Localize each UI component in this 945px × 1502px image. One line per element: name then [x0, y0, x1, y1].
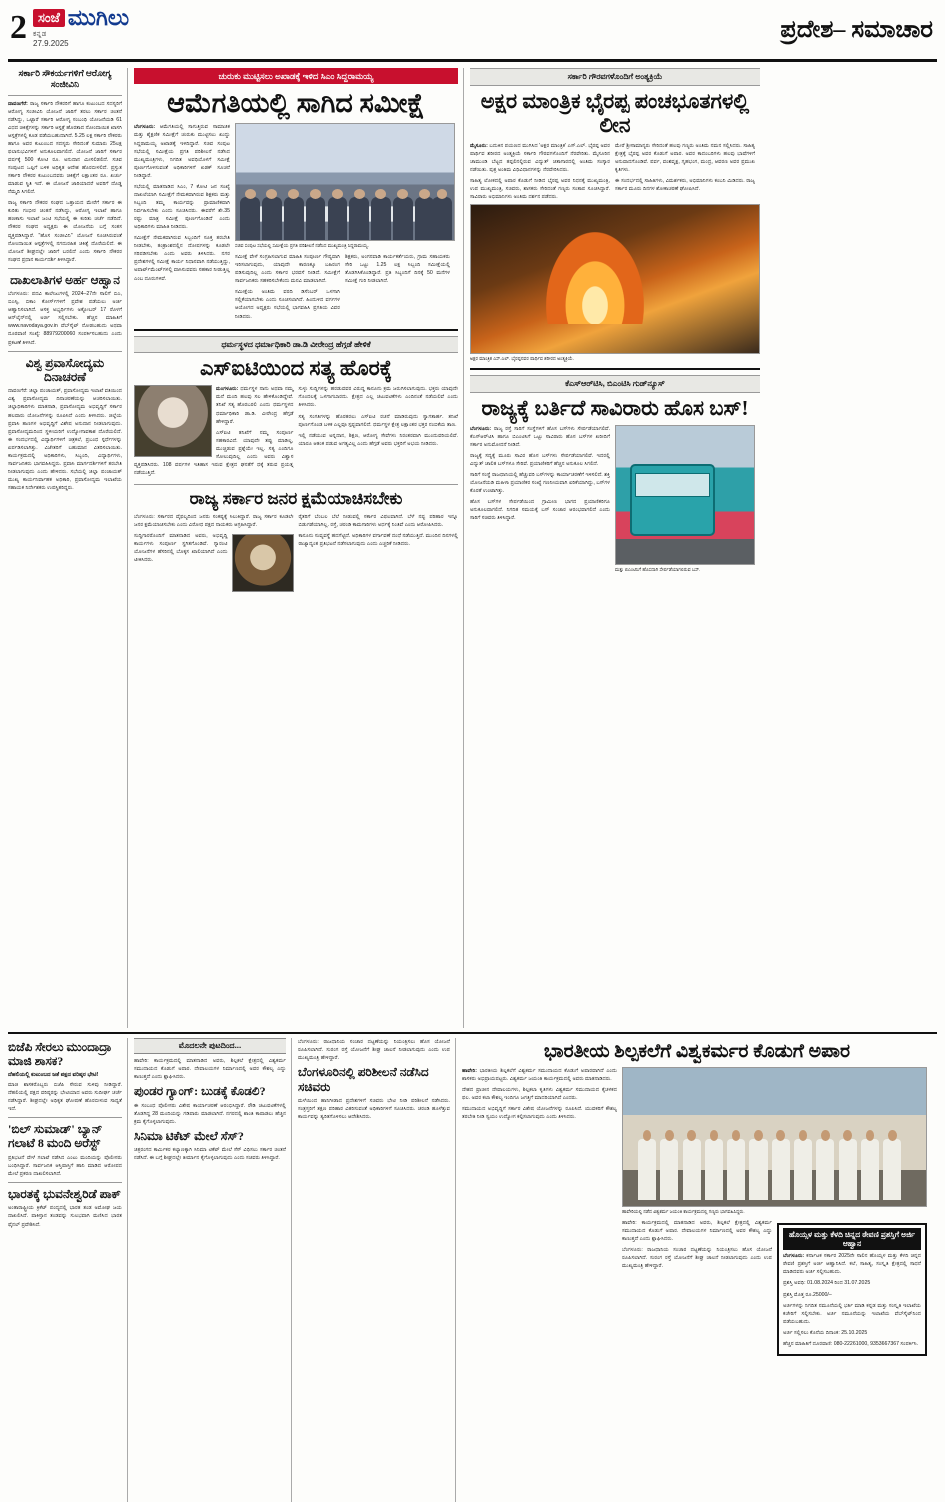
masthead [8, 6, 937, 62]
subhead-bjp-join: ದೆಹಲಿಯಲ್ಲಿ ಕುಟುಂಬದ ಜತೆ ಪಕ್ಷದ ವರಿಷ್ಠರ ಭೇಟಿ! [8, 1071, 99, 1078]
article-bjp-join: ಮಾಜಿ ಶಾಸಕರೊಬ್ಬರು ಬಿಜೆಪಿ ಸೇರುವ ಸುಳಿವು ನೀಡಿದ್ದಾರೆ. ದೆಹಲಿಯಲ್ಲಿ ಪಕ್ಷದ ವರಿಷ್ಠರನ್ನು ಭೇಟಿಯಾದ ಅವರು ಸುದೀರ್ಘ ಚರ್ಚೆ ನಡೆಸಿದ್ದಾರೆ. ಶೀಘ್ರದಲ್ಲೇ ಅಧಿಕೃತ ಘೋಷಣೆ ಹೊರಬೀಳುವ ಸಾಧ್ಯತೆ ಇದೆ. [8, 1081, 122, 1112]
main-columns [8, 68, 937, 1028]
bhyrappa-text-a: ಮೈಸೂರು: ಬದುಕಿನ ಪಯಣದ ಮುಗಿಸಿದ 'ಅಕ್ಷರ ಮಾಂತ್ರಿಕ' ಎಸ್.ಎಲ್. ಭೈರಪ್ಪ ಅವರ ಪಾರ್ಥಿವ ಶರೀರದ ಅಂತ್ಯಕ್ರಿಯೆ ಸರ್ಕಾರಿ ಗೌರವಗಳೊಂದಿಗೆ ನೆರವೇರಿತು. ಮೈಸೂರಿನ ಚಾಮುಂಡಿ ಬೆಟ್ಟದ ತಪ್ಪಲಿನಲ್ಲಿರುವ ವಿದ್ಯುತ್ ಚಿತಾಗಾರದಲ್ಲಿ ಅಂತಿಮ ಸಂಸ್ಕಾರ ನಡೆಯಿತು. ಪುತ್ರ ಅಂತಿಮ ವಿಧಿವಿಧಾನಗಳನ್ನು ನೆರವೇರಿಸಿದರು. ಸಾಹಿತ್ಯ ಲೋಕದಲ್ಲಿ ಅಪಾರ ಕೊಡುಗೆ ನೀಡಿದ ಭೈರಪ್ಪ ಅವರ ನಿಧನಕ್ಕೆ ಮುಖ್ಯಮಂತ್ರಿ, ಉಪ ಮುಖ್ಯಮಂತ್ರಿ, ಸಚಿವರು, ಶಾಸಕರು ಸೇರಿದಂತೆ ಗಣ್ಯರು ಸಂತಾಪ ಸೂಚಿಸಿದ್ದಾರೆ. ಸಾವಿರಾರು ಅಭಿಮಾನಿಗಳು ಅಂತಿಮ ದರ್ಶನ ಪಡೆದರು. [470, 142, 610, 201]
lead-text-b: ಸಮೀಕ್ಷೆ ವೇಳೆ ಸಂಗ್ರಹಿಸಲಾಗುವ ಮಾಹಿತಿ ಸಂಪೂರ್ಣ ಗೌಪ್ಯವಾಗಿ ಇರಿಸಲಾಗುವುದು, ಯಾವುದೇ ಕಾರಣಕ್ಕೂ ಬಹಿರಂಗ ಪಡಿಸುವುದಿಲ್ಲ ಎಂದು ಸರ್ಕಾರ ಭರವಸೆ ನೀಡಿದೆ. ಸಮೀಕ್ಷೆಗೆ ಸಾರ್ವಜನಿಕರು ಸಹಕರಿಸಬೇಕೆಂದು ಮನವಿ ಮಾಡಲಾಗಿದೆ. ಸಮೀಕ್ಷೆಯ ಅಂತಿಮ ವರದಿ ಡಿಸೆಂಬರ್ ಒಳಗಾಗಿ ಸಲ್ಲಿಕೆಯಾಗಬೇಕು ಎಂದು ಸೂಚಿಸಲಾಗಿದೆ. ಹಿಂದುಳಿದ ವರ್ಗಗಳ ಆಯೋಗದ ಅಧ್ಯಕ್ಷರು ಸಭೆಯಲ್ಲಿ ಭಾಗವಹಿಸಿ ಪ್ರಗತಿಯ ವಿವರ ನೀಡಿದರು. [235, 254, 340, 320]
bhyrappa-text-b: ಮೇರೆ ಶ್ರೀಸಾಮಾನ್ಯರು ಸೇರಿದಂತೆ ಹಲವು ಗಣ್ಯರು ಅಂತಿಮ ನಮನ ಸಲ್ಲಿಸಿದರು. ಸಾಹಿತ್ಯ ಕ್ಷೇತ್ರಕ್ಕೆ ಭೈರಪ್ಪ ಅವರ ಕೊಡುಗೆ ಅಪಾರ. ಅವರ ಕಾದಂಬರಿಗಳು ಹಲವು ಭಾಷೆಗಳಿಗೆ ಅನುವಾದಗೊಂಡಿವೆ. ಪರ್ವ, ವಂಶವೃಕ್ಷ, ಗೃಹಭಂಗ, ಮಂದ್ರ, ಆವರಣ ಅವರ ಪ್ರಮುಖ ಕೃತಿಗಳು. ಈ ಸಂದರ್ಭದಲ್ಲಿ ಸಾಹಿತಿಗಳು, ವಿಮರ್ಶಕರು, ಅಭಿಮಾನಿಗಳು ಕಂಬನಿ ಮಿಡಿದರು. ರಾಜ್ಯ ಸರ್ಕಾರ ಮೂರು ದಿನಗಳ ಶೋಕಾಚರಣೆ ಘೋಷಿಸಿದೆ. [615, 142, 755, 193]
lead-text-c: ಶಿಕ್ಷಕರು, ಅಂಗನವಾಡಿ ಕಾರ್ಯಕರ್ತೆಯರು, ಗ್ರಾಮ ಸಹಾಯಕರು ಸೇರಿ ಒಟ್ಟು 1.25 ಲಕ್ಷ ಸಿಬ್ಬಂದಿ ಸಮೀಕ್ಷೆಯಲ್ಲಿ ತೊಡಗಿಸಿಕೊಂಡಿದ್ದಾರೆ. ಪ್ರತಿ ಸಿಬ್ಬಂದಿಗೆ ದಿನಕ್ಕೆ 50 ಮನೆಗಳ ಸಮೀಕ್ಷೆ ಗುರಿ ನೀಡಲಾಗಿದೆ. [345, 254, 450, 285]
vishwakarma-headline: ಭಾರತೀಯ ಶಿಲ್ಪಕಲೆಗೆ ವಿಶ್ವಕರ್ಮರ ಕೊಡುಗೆ ಅಪಾರ [543, 1041, 851, 1062]
dharmasthala-headline: ಎಸ್‌ಐಟಿಯಿಂದ ಸತ್ಯ ಹೊರಕ್ಕೆ [199, 356, 393, 381]
publication-date: 27.9.2025 [33, 39, 69, 48]
column-right [470, 68, 760, 1028]
photo-cremation [470, 204, 760, 354]
lead-photo-caption: ಸಚಿವ ಸಂಪುಟ ಸಭೆಯಲ್ಲಿ ಸಮೀಕ್ಷೆಯ ಪ್ರಗತಿ ಪರಿಶೀಲನೆ ನಡೆಸಿದ ಮುಖ್ಯಮಂತ್ರಿ ಸಿದ್ದರಾಮಯ್ಯ. [235, 243, 369, 249]
column-left [8, 68, 128, 1028]
page-number: 2 [10, 9, 27, 46]
headline-ban-protest: 'ಬಿಲ್ ಸುಮಾಡ್' ಬ್ಯಾನ್ ಗಲಾಟೆ 8 ಮಂದಿ ಅರೆಸ್ಟ್ [8, 1122, 103, 1151]
bus-windshield [635, 473, 710, 498]
photo-veerendra-heggade [134, 385, 212, 457]
headline-minister-inspection: ಬೆಂಗಳೂರಿನಲ್ಲಿ ಪರಿಶೀಲನೆ ನಡೆಸಿದ ಸಚಿವರು [298, 1065, 429, 1094]
meeting-attendees [236, 178, 454, 241]
bhyrappa-kicker: ಸರ್ಕಾರಿ ಗೌರವಗಳೊಂದಿಗೆ ಅಂತ್ಯಕ್ರಿಯೆ [470, 68, 760, 86]
funeral-pyre [546, 232, 644, 324]
vishwakarma-text-a: ಹಾವೇರಿ: ಭಾರತೀಯ ಶಿಲ್ಪಕಲೆಗೆ ವಿಶ್ವಕರ್ಮ ಸಮುದಾಯದ ಕೊಡುಗೆ ಅಪಾರವಾಗಿದೆ ಎಂದು ಶಾಸಕರು ಅಭಿಪ್ರಾಯಪಟ್ಟರು. ವಿಶ್ವಕರ್ಮ ಜಯಂತಿ ಕಾರ್ಯಕ್ರಮದಲ್ಲಿ ಅವರು ಮಾತನಾಡಿದರು. ದೇಶದ ಪ್ರಾಚೀನ ದೇವಾಲಯಗಳು, ಶಿಲ್ಪಕಲಾ ಕೃತಿಗಳು ವಿಶ್ವಕರ್ಮ ಸಮುದಾಯದ ಕೈಚಳಕದ ಫಲ. ಅವರ ಕಲಾ ಕೌಶಲ್ಯ ಇಂದಿಗೂ ಜಗತ್ತಿಗೆ ಮಾದರಿಯಾಗಿದೆ ಎಂದರು. ಸಮುದಾಯದ ಅಭಿವೃದ್ಧಿಗೆ ಸರ್ಕಾರ ವಿಶೇಷ ಯೋಜನೆಗಳನ್ನು ರೂಪಿಸಿದೆ. ಯುವಕರಿಗೆ ಕೌಶಲ್ಯ ತರಬೇತಿ ನೀಡಿ ಸ್ವಯಂ ಉದ್ಯೋಗ ಕಲ್ಪಿಸಲಾಗುವುದು ಎಂದು ತಿಳಿಸಿದರು. [462, 1067, 617, 1121]
bottom-column-feature [462, 1038, 932, 1502]
award-ad-headline: ಹೊಯ್ಸಳ ಮತ್ತು ಕೆಳದಿ ಚಿನ್ನದ ಠೇವಣಿ ಪ್ರಶಸ್ತಿಗೆ ಅರ್ಜಿ ಆಹ್ವಾನ [783, 1228, 921, 1251]
headline-gang: ಪುಂಡರ ಗ್ಯಾಂಗ್: ಬುಡಕ್ಕೆ ಕೊಡಲಿ? [134, 1084, 266, 1099]
state-gov-text-a: ಬೆಂಗಳೂರು: ಸರ್ಕಾರದ ವೈಫಲ್ಯದಿಂದ ಜನರು ಸಂಕಷ್ಟಕ್ಕೆ ಸಿಲುಕಿದ್ದಾರೆ. ರಾಜ್ಯ ಸರ್ಕಾರ ಕೂಡಲೇ ಜನರ ಕ್ಷಮೆಯಾಚಿಸಬೇಕು ಎಂದು ವಿರೋಧ ಪಕ್ಷದ ನಾಯಕರು ಆಗ್ರಹಿಸಿದ್ದಾರೆ. [134, 513, 294, 528]
headline-cinema-cess: ಸಿನಿಮಾ ಟಿಕೆಟ್ ಮೇಲೆ ಸೆಸ್? [134, 1128, 244, 1143]
article-dakhalathi: ಬೆಂಗಳೂರು: ಪದವಿ ಕಾಲೇಜುಗಳಲ್ಲಿ 2024–27ನೇ ಸಾಲಿಗೆ ಬಿಎ, ಬಿಎಸ್ಸಿ, ಬಿಕಾಂ ಕೋರ್ಸ್‌ಗಳಿಗೆ ಪ್ರವೇಶ ಪಡೆಯಲು ಅರ್ಜಿ ಆಹ್ವಾನಿಸಲಾಗಿದೆ. ಆಸಕ್ತ ಅಭ್ಯರ್ಥಿಗಳು ಅಕ್ಟೋಬರ್ 17 ರೊಳಗೆ ಆನ್‌ಲೈನ್‌ನಲ್ಲಿ ಅರ್ಜಿ ಸಲ್ಲಿಸಬೇಕು. ಹೆಚ್ಚಿನ ಮಾಹಿತಿಗೆ www.navodaya.gov.in ವೆಬ್‌ಸೈಟ್ ನೋಡಬಹುದು ಅಥವಾ ದೂರವಾಣಿ ಸಂಖ್ಯೆ: 88979200060 ಸಂಪರ್ಕಿಸಬಹುದು ಎಂದು ಪ್ರಕಟಣೆ ತಿಳಿಸಿದೆ. [8, 291, 122, 346]
state-gov-text-b: ರೈತರಿಗೆ ಬೆಂಬಲ ಬೆಲೆ ನೀಡುವಲ್ಲಿ ಸರ್ಕಾರ ವಿಫಲವಾಗಿದೆ. ಬೆಳೆ ನಷ್ಟ ಪರಿಹಾರ ಇನ್ನೂ ಬಿಡುಗಡೆಯಾಗಿಲ್ಲ. ರಸ್ತೆ, ಚರಂಡಿ ಕಾಮಗಾರಿಗಳು ಅರ್ಧಕ್ಕೆ ನಿಂತಿವೆ ಎಂದು ಆರೋಪಿಸಿದರು. ಕಾನೂನು ಸುವ್ಯವಸ್ಥೆ ಹದಗೆಟ್ಟಿದೆ. ಅಧಿಕಾರಿಗಳ ವರ್ಗಾವಣೆ ದಂಧೆ ನಡೆಯುತ್ತಿದೆ. ಮುಂದಿನ ದಿನಗಳಲ್ಲಿ ರಾಜ್ಯಾದ್ಯಂತ ಪ್ರತಿಭಟನೆ ನಡೆಸಲಾಗುವುದು ಎಂದು ಎಚ್ಚರಿಕೆ ನೀಡಿದರು. [298, 513, 458, 547]
ksrtc-kicker: ಕೆಎಸ್‌ಆರ್‌ಟಿಸಿ, ಬಿಎಂಟಿಸಿ ಗುಡ್‌ನ್ಯೂಸ್ [470, 375, 760, 393]
bottom-column-2 [134, 1038, 292, 1502]
lead-headline: ಆಮೆಗತಿಯಲ್ಲಿ ಸಾಗಿದ ಸಮೀಕ್ಷೆ [167, 88, 425, 119]
article-ban-protest: ಪ್ರತಿಭಟನೆ ವೇಳೆ ಗಲಾಟೆ ನಡೆಸಿದ ಎಂಟು ಮಂದಿಯನ್ನು ಪೊಲೀಸರು ಬಂಧಿಸಿದ್ದಾರೆ. ಸಾರ್ವಜನಿಕ ಆಸ್ತಿಪಾಸ್ತಿಗೆ ಹಾನಿ ಮಾಡಿದ ಆರೋಪದ ಮೇಲೆ ಪ್ರಕರಣ ದಾಖಲಿಸಲಾಗಿದೆ. [8, 1154, 122, 1177]
lead-kicker: ಚುರುಕು ಮುಟ್ಟಿಸಲು ಅಖಾಡಕ್ಕೆ ಇಳಿದ ಸಿಎಂ ಸಿದ್ದರಾಮಯ್ಯ [134, 68, 458, 84]
section-title: ಪ್ರದೇಶ– ಸಮಾಚಾರ [780, 17, 933, 43]
headline-dakhalathi: ದಾಖಲಾತಿಗಳ ಅರ್ಹ ಆಹ್ವಾನ [10, 272, 120, 287]
vishwakarma-text-b: ಹಾವೇರಿ: ಕಾರ್ಯಕ್ರಮದಲ್ಲಿ ಮಾತನಾಡಿದ ಅವರು, ಶಿಲ್ಪಕಲೆ ಕ್ಷೇತ್ರದಲ್ಲಿ ವಿಶ್ವಕರ್ಮ ಸಮುದಾಯದ ಕೊಡುಗೆ ಅಪಾರ. ದೇವಾಲಯಗಳ ನಿರ್ಮಾಣದಲ್ಲಿ ಅವರ ಕೌಶಲ್ಯ ಎದ್ದು ಕಾಣುತ್ತದೆ ಎಂದು ಶ್ಲಾಘಿಸಿದರು. ಬೆಂಗಳೂರು: ರಾಜಧಾನಿಯ ಸಂಚಾರ ದಟ್ಟಣೆಯನ್ನು ನಿಯಂತ್ರಿಸಲು ಹೊಸ ಯೋಜನೆ ರೂಪಿಸಲಾಗಿದೆ. ಸುರಂಗ ರಸ್ತೆ ಯೋಜನೆಗೆ ಶೀಘ್ರ ಚಾಲನೆ ನೀಡಲಾಗುವುದು ಎಂದು ಉಪ ಮುಖ್ಯಮಂತ್ರಿ ಹೇಳಿದ್ದಾರೆ. [622, 1219, 772, 1269]
article-arogya-sanjeevini: ದಾವಣಗೆರೆ: ರಾಜ್ಯ ಸರ್ಕಾರಿ ನೌಕರರಿಗೆ ಹಾಗೂ ಕುಟುಂಬದ ಸದಸ್ಯರಿಗೆ ಆರೋಗ್ಯ ಸಂಜೀವಿನಿ ಯೋಜನೆ ಜಾರಿಗೆ ತರಲು ಸರ್ಕಾರ ಚಿಂತನೆ ನಡೆಸಿದ್ದು, ಒಟ್ಟಾರೆ ಸರ್ಕಾರಿ ಆರೋಗ್ಯ ಸಂಬಂಧಿ ಯೋಜನೆಯಡಿ 61 ವಿಧದ ಚಿಕಿತ್ಸೆಗಳನ್ನು ಸರ್ಕಾರಿ ಆಸ್ಪತ್ರೆ ಹೊರತಾದ ನೋಂದಾಯಿತ ಖಾಸಗಿ ಆಸ್ಪತ್ರೆಗಳಲ್ಲಿ ಕೂಡ ಪಡೆಯಬಹುದಾಗಿದೆ. 5.25 ಲಕ್ಷ ಸರ್ಕಾರಿ ನೌಕರರು ಹಾಗೂ ಅವರ ಕುಟುಂಬದ ಸದಸ್ಯರು ಸೇರಿದಂತೆ ಸುಮಾರು 25ಲಕ್ಷ ಫಲಾನುಭವಿಗಳಿಗೆ ಅನುಕೂಲವಾಗಲಿದೆ. ಯೋಜನೆ ಜಾರಿಗೆ ಸರ್ಕಾರ ವರ್ಷಕ್ಕೆ 500 ಕೋಟಿ ರೂ. ಅನುದಾನ ಮೀಸಲಿಡಲಿದೆ. ಸಚಿವ ಸಂಪುಟದ ಒಪ್ಪಿಗೆ ಬಳಿಕ ಅಧಿಕೃತ ಆದೇಶ ಹೊರಬೀಳಲಿದೆ. ಪ್ರಸ್ತುತ ಸರ್ಕಾರಿ ನೌಕರರ ಕುಟುಂಬದವರು ಚಿಕಿತ್ಸೆಗೆ ಲಕ್ಷಾಂತರ ರೂ. ಖರ್ಚು ಮಾಡುವ ಸ್ಥಿತಿ ಇದೆ. ಈ ಯೋಜನೆ ಜಾರಿಯಾದರೆ ಅವರಿಗೆ ದೊಡ್ಡ ನೆಮ್ಮದಿ ಸಿಗಲಿದೆ. ರಾಜ್ಯ ಸರ್ಕಾರಿ ನೌಕರರ ಸಂಘದ ಒತ್ತಾಯದ ಮೇರೆಗೆ ಸರ್ಕಾರ ಈ ಕುರಿತು ಗಂಭೀರ ಚಿಂತನೆ ನಡೆಸಿದ್ದು, ಆರೋಗ್ಯ ಇಲಾಖೆ ಹಾಗೂ ಹಣಕಾಸು ಇಲಾಖೆ ಜಂಟಿ ಸಭೆಯಲ್ಲಿ ಈ ಕುರಿತು ಚರ್ಚೆ ನಡೆದಿದೆ. ನೌಕರರ ಸಂಘದ ಅಧ್ಯಕ್ಷರು ಈ ಯೋಜನೆಯ ಬಗ್ಗೆ ಸಂತಸ ವ್ಯಕ್ತಪಡಿಸಿದ್ದಾರೆ. "ಹೊಸ ಸಂಜೀವಿನಿ" ಯೋಜನೆ ಸೂಚಿಸಿರುವಂತೆ ನೋಂದಾಯಿತ ಆಸ್ಪತ್ರೆಗಳಲ್ಲಿ ನಗದುರಹಿತ ಚಿಕಿತ್ಸೆ ದೊರೆಯಲಿದೆ. ಈ ಯೋಜನೆ ಶೀಘ್ರದಲ್ಲೇ ಜಾರಿಗೆ ಬರಲಿದೆ ಎಂದು ಸರ್ಕಾರಿ ನೌಕರರ ಸಂಘದ ಪ್ರಧಾನ ಕಾರ್ಯದರ್ಶಿ ತಿಳಿಸಿದ್ದಾರೆ. [8, 100, 122, 263]
lead-story [134, 68, 464, 1028]
headline-bjp-join: ಬಿಜೆಪಿ ಸೇರಲು ಮುಂದಾದ್ರಾ ಮಾಜಿ ಶಾಸಕ? [8, 1040, 112, 1069]
article-minister-inspection: ಮಳೆಯಿಂದ ಹಾನಿಗೀಡಾದ ಪ್ರದೇಶಗಳಿಗೆ ಸಚಿವರು ಭೇಟಿ ನೀಡಿ ಪರಿಶೀಲನೆ ನಡೆಸಿದರು. ಸಂತ್ರಸ್ತರಿಗೆ ತಕ್ಷಣ ಪರಿಹಾರ ವಿತರಿಸುವಂತೆ ಅಧಿಕಾರಿಗಳಿಗೆ ಸೂಚಿಸಿದರು. ಚರಂಡಿ ಹೂಳೆತ್ತುವ ಕಾರ್ಯವನ್ನು ತ್ವರಿತಗೊಳಿಸಲು ಆದೇಶಿಸಿದರು. [298, 1097, 450, 1121]
article-cricket: ಅಂತಾರಾಷ್ಟ್ರೀಯ ಕ್ರಿಕೆಟ್ ಪಂದ್ಯದಲ್ಲಿ ಭಾರತ ತಂಡ ಅಮೋಘ ಜಯ ದಾಖಲಿಸಿದೆ. ಪಾಕಿಸ್ತಾನ ತಂಡವನ್ನು ಸುಲಭವಾಗಿ ಮಣಿಸಿದ ಭಾರತ ಫೈನಲ್ ಪ್ರವೇಶಿಸಿದೆ. [8, 1205, 122, 1228]
photo-cabinet-meeting [235, 123, 455, 241]
logo-badge: ಸಂಜೆ [33, 9, 65, 27]
bottom-column-3 [298, 1038, 456, 1502]
continued-label: ಮೊದಲನೇ ಪುಟದಿಂದ... [134, 1038, 286, 1054]
continued-text-1: ಹಾವೇರಿ: ಕಾರ್ಯಕ್ರಮದಲ್ಲಿ ಮಾತನಾಡಿದ ಅವರು, ಶಿಲ್ಪಕಲೆ ಕ್ಷೇತ್ರದಲ್ಲಿ ವಿಶ್ವಕರ್ಮ ಸಮುದಾಯದ ಕೊಡುಗೆ ಅಪಾರ. ದೇವಾಲಯಗಳ ನಿರ್ಮಾಣದಲ್ಲಿ ಅವರ ಕೌಶಲ್ಯ ಎದ್ದು ಕಾಣುತ್ತದೆ ಎಂದು ಶ್ಲಾಘಿಸಿದರು. [134, 1058, 286, 1081]
vishwakarma-photo-caption: ಹಾವೇರಿಯಲ್ಲಿ ನಡೆದ ವಿಶ್ವಕರ್ಮ ಜಯಂತಿ ಕಾರ್ಯಕ್ರಮದಲ್ಲಿ ಗಣ್ಯರು ಭಾಗವಹಿಸಿದ್ದರು. [622, 1208, 745, 1214]
headline-tourism-day: ವಿಶ್ವ ಪ್ರವಾಸೋದ್ಯಮ ದಿನಾಚರಣೆ [25, 355, 105, 384]
continued-text-2: ಬೆಂಗಳೂರು: ರಾಜಧಾನಿಯ ಸಂಚಾರ ದಟ್ಟಣೆಯನ್ನು ನಿಯಂತ್ರಿಸಲು ಹೊಸ ಯೋಜನೆ ರೂಪಿಸಲಾಗಿದೆ. ಸುರಂಗ ರಸ್ತೆ ಯೋಜನೆಗೆ ಶೀಘ್ರ ಚಾಲನೆ ನೀಡಲಾಗುವುದು ಎಂದು ಉಪ ಮುಖ್ಯಮಂತ್ರಿ ಹೇಳಿದ್ದಾರೆ. [298, 1039, 450, 1062]
state-gov-headline: ರಾಜ್ಯ ಸರ್ಕಾರ ಜನರ ಕ್ಷಮೆಯಾಚಿಸಬೇಕು [189, 489, 403, 508]
bottom-column-1 [8, 1038, 128, 1502]
logo-wordmark: ಮುಗಿಲು [67, 5, 130, 30]
photo-vishwakarma-event [622, 1067, 927, 1207]
photo-opposition-leader [232, 534, 294, 592]
dharmasthala-kicker: ಧರ್ಮಸ್ಥಳದ ಧರ್ಮಾಧಿಕಾರಿ ಡಾ.ಡಿ ವೀರೇಂದ್ರ ಹೆಗ್ಗಡೆ ಹೇಳಿಕೆ [134, 336, 458, 354]
article-cinema-cess: ಚಿತ್ರರಂಗದ ಕಾರ್ಮಿಕರ ಕಲ್ಯಾಣಕ್ಕಾಗಿ ಸಿನಿಮಾ ಟಿಕೆಟ್ ಮೇಲೆ ಸೆಸ್ ವಿಧಿಸಲು ಸರ್ಕಾರ ಚಿಂತನೆ ನಡೆಸಿದೆ. ಈ ಬಗ್ಗೆ ಶೀಘ್ರದಲ್ಲೇ ತೀರ್ಮಾನ ಕೈಗೊಳ್ಳಲಾಗುವುದು ಎಂದು ಸಚಿವರು ತಿಳಿಸಿದ್ದಾರೆ. [134, 1147, 286, 1162]
lead-text-a: ಬೆಂಗಳೂರು: ಆಮೆಗತಿಯಲ್ಲಿ ಸಾಗುತ್ತಿರುವ ಸಾಮಾಜಿಕ ಮತ್ತು ಶೈಕ್ಷಣಿಕ ಸಮೀಕ್ಷೆಗೆ ಚುರುಕು ಮುಟ್ಟಿಸಲು ಖುದ್ದು ಸಿದ್ದರಾಮಯ್ಯ ಅಖಾಡಕ್ಕೆ ಇಳಿದಿದ್ದಾರೆ. ಸಚಿವ ಸಂಪುಟ ಸಭೆಯಲ್ಲಿ ಸಮೀಕ್ಷೆಯ ಪ್ರಗತಿ ಪರಿಶೀಲನೆ ನಡೆಸಿದ ಮುಖ್ಯಮಂತ್ರಿಗಳು, ನಿಗದಿತ ಅವಧಿಯೊಳಗೆ ಸಮೀಕ್ಷೆ ಪೂರ್ಣಗೊಳಿಸುವಂತೆ ಅಧಿಕಾರಿಗಳಿಗೆ ಖಡಕ್ ಸೂಚನೆ ನೀಡಿದ್ದಾರೆ. ಸಭೆಯಲ್ಲಿ ಮಾತನಾಡಿದ ಸಿಎಂ, 7 ಕೋಟಿ ಜನ ಸಂಖ್ಯೆ ದಾಖಲೆಯಾಗಿ ಸಮೀಕ್ಷೆಗೆ ನೇಮಕವಾಗಿರುವ ಶಿಕ್ಷಕರು ಮತ್ತು ಸಿಬ್ಬಂದಿ ತಮ್ಮ ಕಾರ್ಯವನ್ನು ಪ್ರಾಮಾಣಿಕವಾಗಿ ನಿರ್ವಹಿಸಬೇಕು ಎಂದು ಸೂಚಿಸಿದರು. ಈವರೆಗೆ ಶೇ.35 ರಷ್ಟು ಮಾತ್ರ ಸಮೀಕ್ಷೆ ಪೂರ್ಣಗೊಂಡಿದೆ ಎಂದು ಅಧಿಕಾರಿಗಳು ಮಾಹಿತಿ ನೀಡಿದರು. ಸಮೀಕ್ಷೆಗೆ ನೇಮಕವಾಗಿರುವ ಸಿಬ್ಬಂದಿಗೆ ಸೂಕ್ತ ತರಬೇತಿ ನೀಡಬೇಕು, ತಂತ್ರಾಂಶದಲ್ಲಿನ ದೋಷಗಳನ್ನು ಕೂಡಲೇ ಸರಿಪಡಿಸಬೇಕು ಎಂದು ಅವರು ತಿಳಿಸಿದರು. ನಗರ ಪ್ರದೇಶಗಳಲ್ಲಿ ಸಮೀಕ್ಷೆ ಕಾರ್ಯ ನಿಧಾನವಾಗಿ ನಡೆಯುತ್ತಿದ್ದು, ಅಪಾರ್ಟ್‌ಮೆಂಟ್‌ಗಳಲ್ಲಿ ವಾಸಿಸುವವರು ಸಹಕಾರ ನೀಡುತ್ತಿಲ್ಲ ಎಂಬ ದೂರುಗಳಿವೆ. [134, 124, 230, 282]
article-gang: ಈ ಸಂಬಂಧ ಪೊಲೀಸರು ವಿಶೇಷ ಕಾರ್ಯಾಚರಣೆ ಆರಂಭಿಸಿದ್ದಾರೆ. ರೌಡಿ ಚಟುವಟಿಕೆಗಳಲ್ಲಿ ತೊಡಗಿದ್ದ 28 ಮಂದಿಯನ್ನು ಗಡಿಪಾರು ಮಾಡಲಾಗಿದೆ. ನಗರದಲ್ಲಿ ಶಾಂತಿ ಕಾಪಾಡಲು ಹೆಚ್ಚಿನ ಕ್ರಮ ಕೈಗೊಳ್ಳಲಾಗುವುದು. [134, 1102, 286, 1125]
dharmasthala-text-a: ಮಂಗಳೂರು: ಧರ್ಮಸ್ಥಳ ನಾನು ಅಥವಾ ನಮ್ಮ ಮನೆ ಮಂದಿ ಹಲವು ಸಲ ಹೇಳಿಕೊಂಡಿದ್ದೇವೆ. ತನಿಖೆ ಸತ್ಯ ಹೊರಬರಲಿ ಎಂದು ಧರ್ಮಸ್ಥಳದ ಧರ್ಮಾಧಿಕಾರಿ ಡಾ.ಡಿ. ವೀರೇಂದ್ರ ಹೆಗ್ಗಡೆ ಹೇಳಿದ್ದಾರೆ. ಎಸ್‌ಐಟಿ ತನಿಖೆಗೆ ನಮ್ಮ ಸಂಪೂರ್ಣ ಸಹಕಾರವಿದೆ. ಯಾವುದೇ ತಪ್ಪು ಮಾಡಿಲ್ಲ, ಮುಚ್ಚಿಡುವ ಪ್ರಶ್ನೆಯೇ ಇಲ್ಲ. ಸತ್ಯ ಎಂದಿಗೂ ಸೋಲುವುದಿಲ್ಲ ಎಂದು ಅವರು ವಿಶ್ವಾಸ ವ್ಯಕ್ತಪಡಿಸಿದರು. 108 ವರ್ಷಗಳ ಇತಿಹಾಸ ಇರುವ ಕ್ಷೇತ್ರದ ಘನತೆಗೆ ಧಕ್ಕೆ ತರುವ ಪ್ರಯತ್ನ ನಡೆಯುತ್ತಿದೆ. [134, 386, 294, 476]
ksrtc-photo-caption: ಮತ್ತು ಬಿಎಂಟಿಸಿಗೆ ಹೊಸದಾಗಿ ಸೇರ್ಪಡೆಯಾಗಲಿರುವ ಬಸ್. [615, 566, 701, 572]
newspaper-logo [33, 6, 129, 48]
ksrtc-text-a: ಬೆಂಗಳೂರು: ರಾಜ್ಯ ರಸ್ತೆ ಸಾರಿಗೆ ಸಂಸ್ಥೆಗಳಿಗೆ ಹೊಸ ಬಸ್‌ಗಳು ಸೇರ್ಪಡೆಯಾಗಲಿವೆ. ಕೆಎಸ್‌ಆರ್‌ಟಿಸಿ ಹಾಗೂ ಬಿಎಂಟಿಸಿಗೆ ಒಟ್ಟು ಸಾವಿರಾರು ಹೊಸ ಬಸ್‌ಗಳ ಖರೀದಿಗೆ ಸರ್ಕಾರ ಅನುಮೋದನೆ ನೀಡಿದೆ. ರಾಜ್ಯಕ್ಕೆ ಸದ್ಯಕ್ಕೆ ಮೂರು ಸಾವಿರ ಹೊಸ ಬಸ್‌ಗಳು ಸೇರ್ಪಡೆಯಾಗಲಿವೆ. ಇದರಲ್ಲಿ ವಿದ್ಯುತ್ ಚಾಲಿತ ಬಸ್‌ಗಳೂ ಸೇರಿವೆ. ಪ್ರಯಾಣಿಕರಿಗೆ ಹೆಚ್ಚಿನ ಅನುಕೂಲ ಸಿಗಲಿದೆ. ಸಾರಿಗೆ ಸಂಸ್ಥೆ ರಾಜಧಾನಿಯಲ್ಲಿ ಹೆಚ್ಚುವರಿ ಬಸ್‌ಗಳನ್ನು ಕಾರ್ಯಾಚರಣೆಗೆ ಇಳಿಸಲಿದೆ. ಶಕ್ತಿ ಯೋಜನೆಯಡಿ ಮಹಿಳಾ ಪ್ರಯಾಣಿಕರ ಸಂಖ್ಯೆ ಗಣನೀಯವಾಗಿ ಏರಿಕೆಯಾಗಿದ್ದು, ಬಸ್‌ಗಳ ಕೊರತೆ ಉಂಟಾಗಿತ್ತು. ಹೊಸ ಬಸ್‌ಗಳ ಸೇರ್ಪಡೆಯಿಂದ ಗ್ರಾಮೀಣ ಭಾಗದ ಪ್ರಯಾಣಿಕರಿಗೂ ಅನುಕೂಲವಾಗಲಿದೆ. ನಿಗದಿತ ಸಮಯಕ್ಕೆ ಬಸ್ ಸಂಚಾರ ಆರಂಭವಾಗಲಿದೆ ಎಂದು ಸಾರಿಗೆ ಸಚಿವರು ತಿಳಿಸಿದ್ದಾರೆ. [470, 425, 610, 522]
bhyrappa-headline: ಅಕ್ಷರ ಮಾಂತ್ರಿಕ ಭೈರಪ್ಪ ಪಂಚಭೂತಗಳಲ್ಲಿ ಲೀನ [480, 88, 750, 137]
logo-subtitle: ಕನ್ನಡ [33, 31, 47, 38]
dharmasthala-text-b: ಸುಳ್ಳು ಸುದ್ದಿಗಳನ್ನು ಹರಡುವವರ ವಿರುದ್ಧ ಕಾನೂನು ಕ್ರಮ ಜರುಗಿಸಲಾಗುವುದು. ಭಕ್ತರು ಯಾವುದೇ ಗೊಂದಲಕ್ಕೆ ಒಳಗಾಗಬಾರದು. ಕ್ಷೇತ್ರದ ಎಲ್ಲ ಚಟುವಟಿಕೆಗಳು ಎಂದಿನಂತೆ ನಡೆಯಲಿವೆ ಎಂದು ತಿಳಿಸಿದರು. ಸತ್ಯ ಸಂಗತಿಗಳನ್ನು ಹೊರತರಲು ಎಸ್‌ಐಟಿ ರಚನೆ ಮಾಡಿರುವುದು ಸ್ವಾಗತಾರ್ಹ. ತನಿಖೆ ಪೂರ್ಣಗೊಂಡ ಬಳಿಕ ಎಲ್ಲವೂ ಸ್ಪಷ್ಟವಾಗಲಿದೆ. ಧರ್ಮಸ್ಥಳ ಕ್ಷೇತ್ರ ಲಕ್ಷಾಂತರ ಭಕ್ತರ ನಂಬಿಕೆಯ ತಾಣ. ಇಲ್ಲಿ ನಡೆಯುವ ಅನ್ನದಾನ, ಶಿಕ್ಷಣ, ಆರೋಗ್ಯ ಸೇವೆಗಳು ನಿರಂತರವಾಗಿ ಮುಂದುವರಿಯಲಿವೆ. ಯಾರೂ ಆತಂಕ ಪಡುವ ಅಗತ್ಯವಿಲ್ಲ ಎಂದು ಹೆಗ್ಗಡೆ ಅವರು ಭಕ್ತರಿಗೆ ಅಭಯ ನೀಡಿದರು. [298, 386, 458, 447]
article-tourism-day: ದಾವಣಗೆರೆ: ಜಿಲ್ಲಾ ಪಂಚಾಯತ್, ಪ್ರವಾಸೋದ್ಯಮ ಇಲಾಖೆ ವತಿಯಿಂದ ವಿಶ್ವ ಪ್ರವಾಸೋದ್ಯಮ ದಿನಾಚರಣೆಯನ್ನು ಆಚರಿಸಲಾಯಿತು. ಜಿಲ್ಲಾಧಿಕಾರಿಗಳು ಮಾತನಾಡಿ, ಪ್ರವಾಸೋದ್ಯಮ ಅಭಿವೃದ್ಧಿಗೆ ಸರ್ಕಾರ ಹಲವಾರು ಯೋಜನೆಗಳನ್ನು ರೂಪಿಸಿದೆ ಎಂದು ತಿಳಿಸಿದರು. ಜಿಲ್ಲೆಯ ಪ್ರವಾಸಿ ತಾಣಗಳ ಅಭಿವೃದ್ಧಿಗೆ ವಿಶೇಷ ಅನುದಾನ ನೀಡಲಾಗುವುದು. ಪ್ರವಾಸೋದ್ಯಮದಿಂದ ಸ್ಥಳೀಯರಿಗೆ ಉದ್ಯೋಗಾವಕಾಶ ದೊರೆಯಲಿದೆ. ಈ ಸಂದರ್ಭದಲ್ಲಿ ವಿದ್ಯಾರ್ಥಿಗಳಿಗೆ ಚಿತ್ರಕಲೆ, ಪ್ರಬಂಧ ಸ್ಪರ್ಧೆಗಳನ್ನು ಏರ್ಪಡಿಸಲಾಗಿತ್ತು. ವಿಜೇತರಿಗೆ ಬಹುಮಾನ ವಿತರಿಸಲಾಯಿತು. ಕಾರ್ಯಕ್ರಮದಲ್ಲಿ ಅಧಿಕಾರಿಗಳು, ಸಿಬ್ಬಂದಿ, ವಿದ್ಯಾರ್ಥಿಗಳು, ಸಾರ್ವಜನಿಕರು ಭಾಗವಹಿಸಿದ್ದರು. ಪ್ರವಾಸಿ ಮಾರ್ಗದರ್ಶಿಗಳಿಗೆ ತರಬೇತಿ ನೀಡಲಾಗುವುದು ಎಂದು ಹೇಳಿದರು. ಸಭೆಯಲ್ಲಿ ಜಿಲ್ಲಾ ಪಂಚಾಯತ್ ಮುಖ್ಯ ಕಾರ್ಯನಿರ್ವಾಹಕ ಅಧಿಕಾರಿ, ಪ್ರವಾಸೋದ್ಯಮ ಇಲಾಖೆಯ ಸಹಾಯಕ ನಿರ್ದೇಶಕರು ಉಪಸ್ಥಿತರಿದ್ದರು. [8, 388, 122, 492]
photo-new-bus [615, 425, 755, 565]
bottom-section [8, 1032, 937, 1502]
state-gov-text-a2: ಸುದ್ದಿಗಾರರೊಂದಿಗೆ ಮಾತನಾಡಿದ ಅವರು, ಅಭಿವೃದ್ಧಿ ಕಾರ್ಯಗಳು ಸಂಪೂರ್ಣ ಸ್ಥಗಿತಗೊಂಡಿವೆ. ಗ್ಯಾರಂಟಿ ಯೋಜನೆಗಳ ಹೆಸರಿನಲ್ಲಿ ಬೊಕ್ಕಸ ಖಾಲಿಯಾಗಿದೆ ಎಂದು ಟೀಕಿಸಿದರು. [134, 532, 228, 563]
bhyrappa-photo-caption: ಅಕ್ಷರ ಮಾಂತ್ರಿಕ ಎಸ್.ಎಲ್. ಭೈರಪ್ಪನವರ ಪಾರ್ಥಿವ ಶರೀರದ ಅಂತ್ಯಕ್ರಿಯೆ. [470, 356, 575, 362]
headline-cricket: ಭಾರತಕ್ಕೆ ಭುವನೇಶ್ವರಿಡೆ ಪಾಕ್ [8, 1187, 121, 1201]
award-ad-body: ಬೆಂಗಳೂರು: ಕರ್ನಾಟಕ ಸರ್ಕಾರ 2025ನೇ ಸಾಲಿನ ಹೊಯ್ಸಳ ಮತ್ತು ಕೆಳದಿ ಚಿನ್ನದ ಠೇವಣಿ ಪ್ರಶಸ್ತಿಗೆ ಅರ್ಜಿ ಆಹ್ವಾನಿಸಿದೆ. ಕಲೆ, ಸಾಹಿತ್ಯ, ಸಂಸ್ಕೃತಿ ಕ್ಷೇತ್ರದಲ್ಲಿ ಸಾಧನೆ ಮಾಡಿದವರು ಅರ್ಜಿ ಸಲ್ಲಿಸಬಹುದು. ಪ್ರಶಸ್ತಿ ಅವಧಿ: 01.08.2024 ರಿಂದ 31.07.2025 ಪ್ರಶಸ್ತಿ ಮೊತ್ತ ರೂ.25000/– ಅರ್ಜಿಗಳನ್ನು ನಿಗದಿತ ನಮೂನೆಯಲ್ಲಿ ಭರ್ತಿ ಮಾಡಿ ಕನ್ನಡ ಮತ್ತು ಸಂಸ್ಕೃತಿ ಇಲಾಖೆಯ ಕಚೇರಿಗೆ ಸಲ್ಲಿಸಬೇಕು. ಅರ್ಜಿ ನಮೂನೆಯನ್ನು ಇಲಾಖೆಯ ವೆಬ್‌ಸೈಟ್‌ನಿಂದ ಪಡೆಯಬಹುದು. ಅರ್ಜಿ ಸಲ್ಲಿಸಲು ಕೊನೆಯ ದಿನಾಂಕ: 25.10.2025 ಹೆಚ್ಚಿನ ಮಾಹಿತಿಗೆ ದೂರವಾಣಿ: 080-22261000, 9353667367 ಸಂಪರ್ಕಿಸಿ. [783, 1253, 921, 1347]
award-advertisement [777, 1223, 927, 1356]
headline-arogya-sanjeevini: ಸರ್ಕಾರಿ ಸೌಕರ್ಯಗಳಿಗೆ ಆರೋಗ್ಯ ಸಂಜೀವಿನಿ [18, 68, 112, 90]
event-attendees [635, 1129, 914, 1201]
ksrtc-headline: ರಾಜ್ಯಕ್ಕೆ ಬರ್ತಿದೆ ಸಾವಿರಾರು ಹೊಸ ಬಸ್! [481, 395, 749, 420]
dateline: ದಾವಣಗೆರೆ: [8, 100, 28, 107]
